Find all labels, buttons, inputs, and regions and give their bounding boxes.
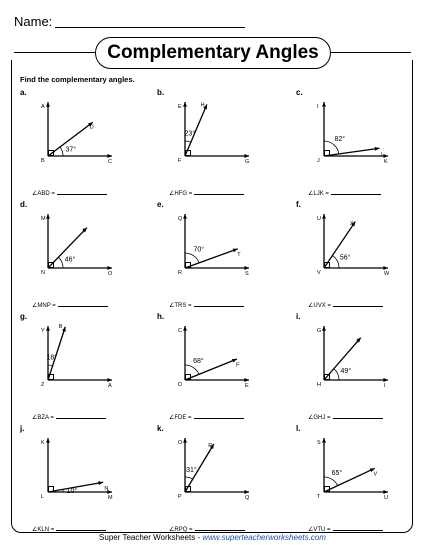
name-row: [14, 14, 245, 29]
point-label-vertex: P: [178, 494, 182, 500]
answer-blank[interactable]: [194, 412, 244, 419]
vertical-ray-head: [322, 326, 326, 331]
horizontal-ray-head: [107, 154, 112, 158]
point-label-right: W: [384, 271, 390, 277]
answer-row: [308, 188, 381, 197]
point-label-ray: B: [58, 323, 63, 330]
angled-ray-head: [98, 481, 103, 485]
point-label-ray: D: [89, 124, 94, 131]
answer-label: ∠HFG =: [169, 191, 193, 197]
answer-blank[interactable]: [195, 524, 245, 531]
answer-row: [308, 524, 383, 533]
page-title: Complementary Angles: [95, 37, 331, 69]
vertical-ray-head: [46, 326, 50, 331]
vertical-ray-head: [183, 214, 187, 219]
point-label-ray: J: [356, 338, 359, 345]
answer-label: ∠GHJ =: [308, 415, 331, 421]
answer-label: ∠FDE =: [169, 415, 192, 421]
angle-measure: 70°: [193, 246, 205, 254]
point-label-ray: P: [82, 228, 87, 235]
angle-measure: 56°: [339, 254, 351, 262]
problem-letter: k.: [157, 424, 164, 433]
point-label-vertex: T: [317, 494, 321, 500]
answer-row: [169, 188, 244, 197]
point-label-ray: R: [208, 443, 213, 450]
answer-row: [32, 188, 107, 197]
point-label-right: G: [245, 159, 250, 165]
answer-row: [308, 412, 383, 421]
vertical-ray-head: [322, 214, 326, 219]
angle-diagram: [28, 430, 128, 502]
point-label-ray: H: [200, 102, 205, 109]
angle-measure: 46°: [64, 256, 76, 264]
angle-arc: [185, 141, 191, 142]
point-label-vertex: F: [178, 158, 182, 164]
problem-letter: d.: [20, 200, 28, 209]
vertical-ray-head: [183, 438, 187, 443]
angle-measure: 23°: [184, 130, 196, 138]
answer-row: [308, 300, 383, 309]
point-label-right: M: [108, 495, 113, 501]
angled-ray: [324, 148, 379, 156]
angle-arc: [334, 369, 339, 380]
horizontal-ray-head: [107, 266, 112, 270]
point-label-right: S: [245, 271, 249, 277]
angle-measure: 18°: [46, 354, 58, 362]
vertical-ray-head: [322, 438, 326, 443]
point-label-vertex: V: [317, 270, 321, 276]
problem-b: [157, 88, 287, 198]
answer-blank[interactable]: [194, 300, 244, 307]
point-label-vertex: N: [41, 270, 45, 276]
problem-letter: i.: [296, 312, 301, 321]
point-label-right: C: [108, 159, 112, 165]
point-label-vertex: J: [317, 158, 320, 164]
problem-k: [157, 424, 287, 534]
vertical-ray-head: [183, 102, 187, 107]
horizontal-ray-head: [244, 154, 249, 158]
angle-arc: [48, 365, 53, 366]
answer-label: ∠RPQ =: [169, 527, 193, 533]
angle-arc: [185, 477, 193, 479]
problem-j: [20, 424, 150, 534]
angle-measure: 68°: [193, 358, 204, 366]
answer-label: ∠VTU =: [308, 527, 331, 533]
angled-ray-head: [62, 327, 66, 332]
horizontal-ray-head: [383, 490, 388, 494]
point-label-top: G: [317, 328, 322, 334]
vertical-ray-head: [322, 102, 326, 107]
problem-letter: j.: [20, 424, 25, 433]
answer-label: ∠TRS =: [169, 303, 192, 309]
answer-label: ∠UVX =: [308, 303, 331, 309]
angle-measure: 31°: [186, 466, 197, 474]
point-label-top: M: [41, 216, 46, 222]
point-label-top: U: [317, 216, 321, 222]
problem-d: [20, 200, 150, 310]
answer-blank[interactable]: [333, 300, 383, 307]
problem-f: [296, 200, 425, 310]
angle-diagram: [28, 318, 128, 390]
answer-row: [169, 300, 244, 309]
footer: [0, 533, 425, 542]
problem-letter: a.: [20, 88, 27, 97]
problem-letter: f.: [296, 200, 301, 209]
answer-row: [32, 524, 106, 533]
angle-measure: 65°: [331, 469, 343, 477]
problem-letter: e.: [157, 200, 164, 209]
point-label-vertex: R: [178, 270, 182, 276]
problem-letter: c.: [296, 88, 303, 97]
angle-diagram: [304, 206, 404, 278]
point-label-right: O: [108, 271, 113, 277]
angle-measure: 49°: [340, 368, 352, 376]
answer-label: ∠MNP =: [32, 303, 56, 309]
point-label-right: K: [384, 159, 388, 165]
problem-c: [296, 88, 425, 198]
angle-diagram: [165, 430, 265, 502]
answer-label: ∠LJK =: [308, 191, 329, 197]
point-label-top: Q: [178, 216, 183, 222]
point-label-vertex: H: [317, 382, 321, 388]
angle-arc: [185, 253, 199, 263]
point-label-top: A: [41, 104, 45, 110]
answer-row: [169, 412, 244, 421]
point-label-ray: N: [104, 486, 109, 493]
angle-arc: [185, 365, 199, 374]
angle-diagram: [304, 94, 404, 166]
instructions: Find the complementary angles.: [20, 75, 135, 84]
angle-diagram: [304, 430, 404, 502]
problem-e: [157, 200, 287, 310]
angle-measure: 37°: [65, 146, 77, 154]
problem-i: [296, 312, 425, 422]
answer-label: ∠ABD =: [32, 191, 55, 197]
point-label-ray: V: [373, 471, 378, 478]
answer-row: [32, 300, 108, 309]
point-label-top: E: [178, 104, 182, 110]
point-label-vertex: Z: [41, 382, 45, 388]
point-label-top: Y: [41, 328, 45, 334]
vertical-ray-head: [46, 214, 50, 219]
angle-arc: [324, 141, 339, 154]
horizontal-ray-head: [244, 266, 249, 270]
angle-arc: [332, 256, 339, 268]
point-label-top: O: [178, 440, 183, 446]
point-label-ray: T: [237, 252, 241, 259]
answer-row: [169, 524, 245, 533]
problem-a: [20, 88, 150, 198]
angle-arc: [60, 147, 63, 156]
angle-diagram: [304, 318, 404, 390]
angle-diagram: [28, 206, 128, 278]
point-label-top: C: [178, 328, 182, 334]
answer-blank[interactable]: [56, 412, 106, 419]
angle-diagram: [28, 94, 128, 166]
answer-blank[interactable]: [333, 412, 383, 419]
problem-letter: g.: [20, 312, 28, 321]
angle-arc: [58, 257, 63, 268]
point-label-ray: L: [381, 152, 385, 159]
problem-letter: b.: [157, 88, 165, 97]
vertical-ray-head: [46, 438, 50, 443]
point-label-right: U: [384, 495, 388, 501]
answer-blank[interactable]: [56, 524, 106, 531]
point-label-right: E: [245, 383, 249, 389]
angle-diagram: [165, 318, 265, 390]
problem-letter: l.: [296, 424, 301, 433]
angle-measure: 82°: [334, 135, 346, 143]
point-label-vertex: L: [41, 494, 45, 500]
point-label-vertex: B: [41, 158, 45, 164]
angle-arc: [324, 477, 338, 486]
horizontal-ray-head: [107, 378, 112, 382]
answer-blank[interactable]: [57, 188, 107, 195]
answer-label: ∠BZA =: [32, 415, 54, 421]
answer-row: [32, 412, 106, 421]
point-label-vertex: D: [178, 382, 182, 388]
horizontal-ray-head: [383, 378, 388, 382]
horizontal-ray-head: [383, 266, 388, 270]
point-label-right: Q: [245, 495, 250, 501]
answer-blank[interactable]: [194, 188, 244, 195]
footer-url[interactable]: www.superteacherworksheets.com: [202, 533, 326, 542]
answer-blank[interactable]: [333, 524, 383, 531]
point-label-right: A: [108, 383, 112, 389]
answer-label: ∠KLN =: [32, 527, 55, 533]
problem-l: [296, 424, 425, 534]
point-label-right: I: [384, 383, 386, 389]
problem-h: [157, 312, 287, 422]
point-label-top: S: [317, 440, 321, 446]
vertical-ray-head: [183, 326, 187, 331]
problem-letter: h.: [157, 312, 165, 321]
vertical-ray-head: [46, 102, 50, 107]
point-label-ray: F: [236, 362, 240, 369]
horizontal-ray-head: [244, 378, 249, 382]
point-label-top: I: [317, 104, 319, 110]
answer-blank[interactable]: [58, 300, 108, 307]
name-label: Name:: [14, 14, 53, 29]
point-label-top: K: [41, 440, 45, 446]
name-field[interactable]: [55, 15, 245, 28]
problem-g: [20, 312, 150, 422]
angle-measure: 10°: [66, 487, 78, 495]
angle-diagram: [165, 206, 265, 278]
answer-blank[interactable]: [331, 188, 381, 195]
point-label-ray: X: [350, 221, 354, 228]
angle-diagram: [165, 94, 265, 166]
horizontal-ray-head: [244, 490, 249, 494]
footer-text: Super Teacher Worksheets -: [99, 533, 203, 542]
